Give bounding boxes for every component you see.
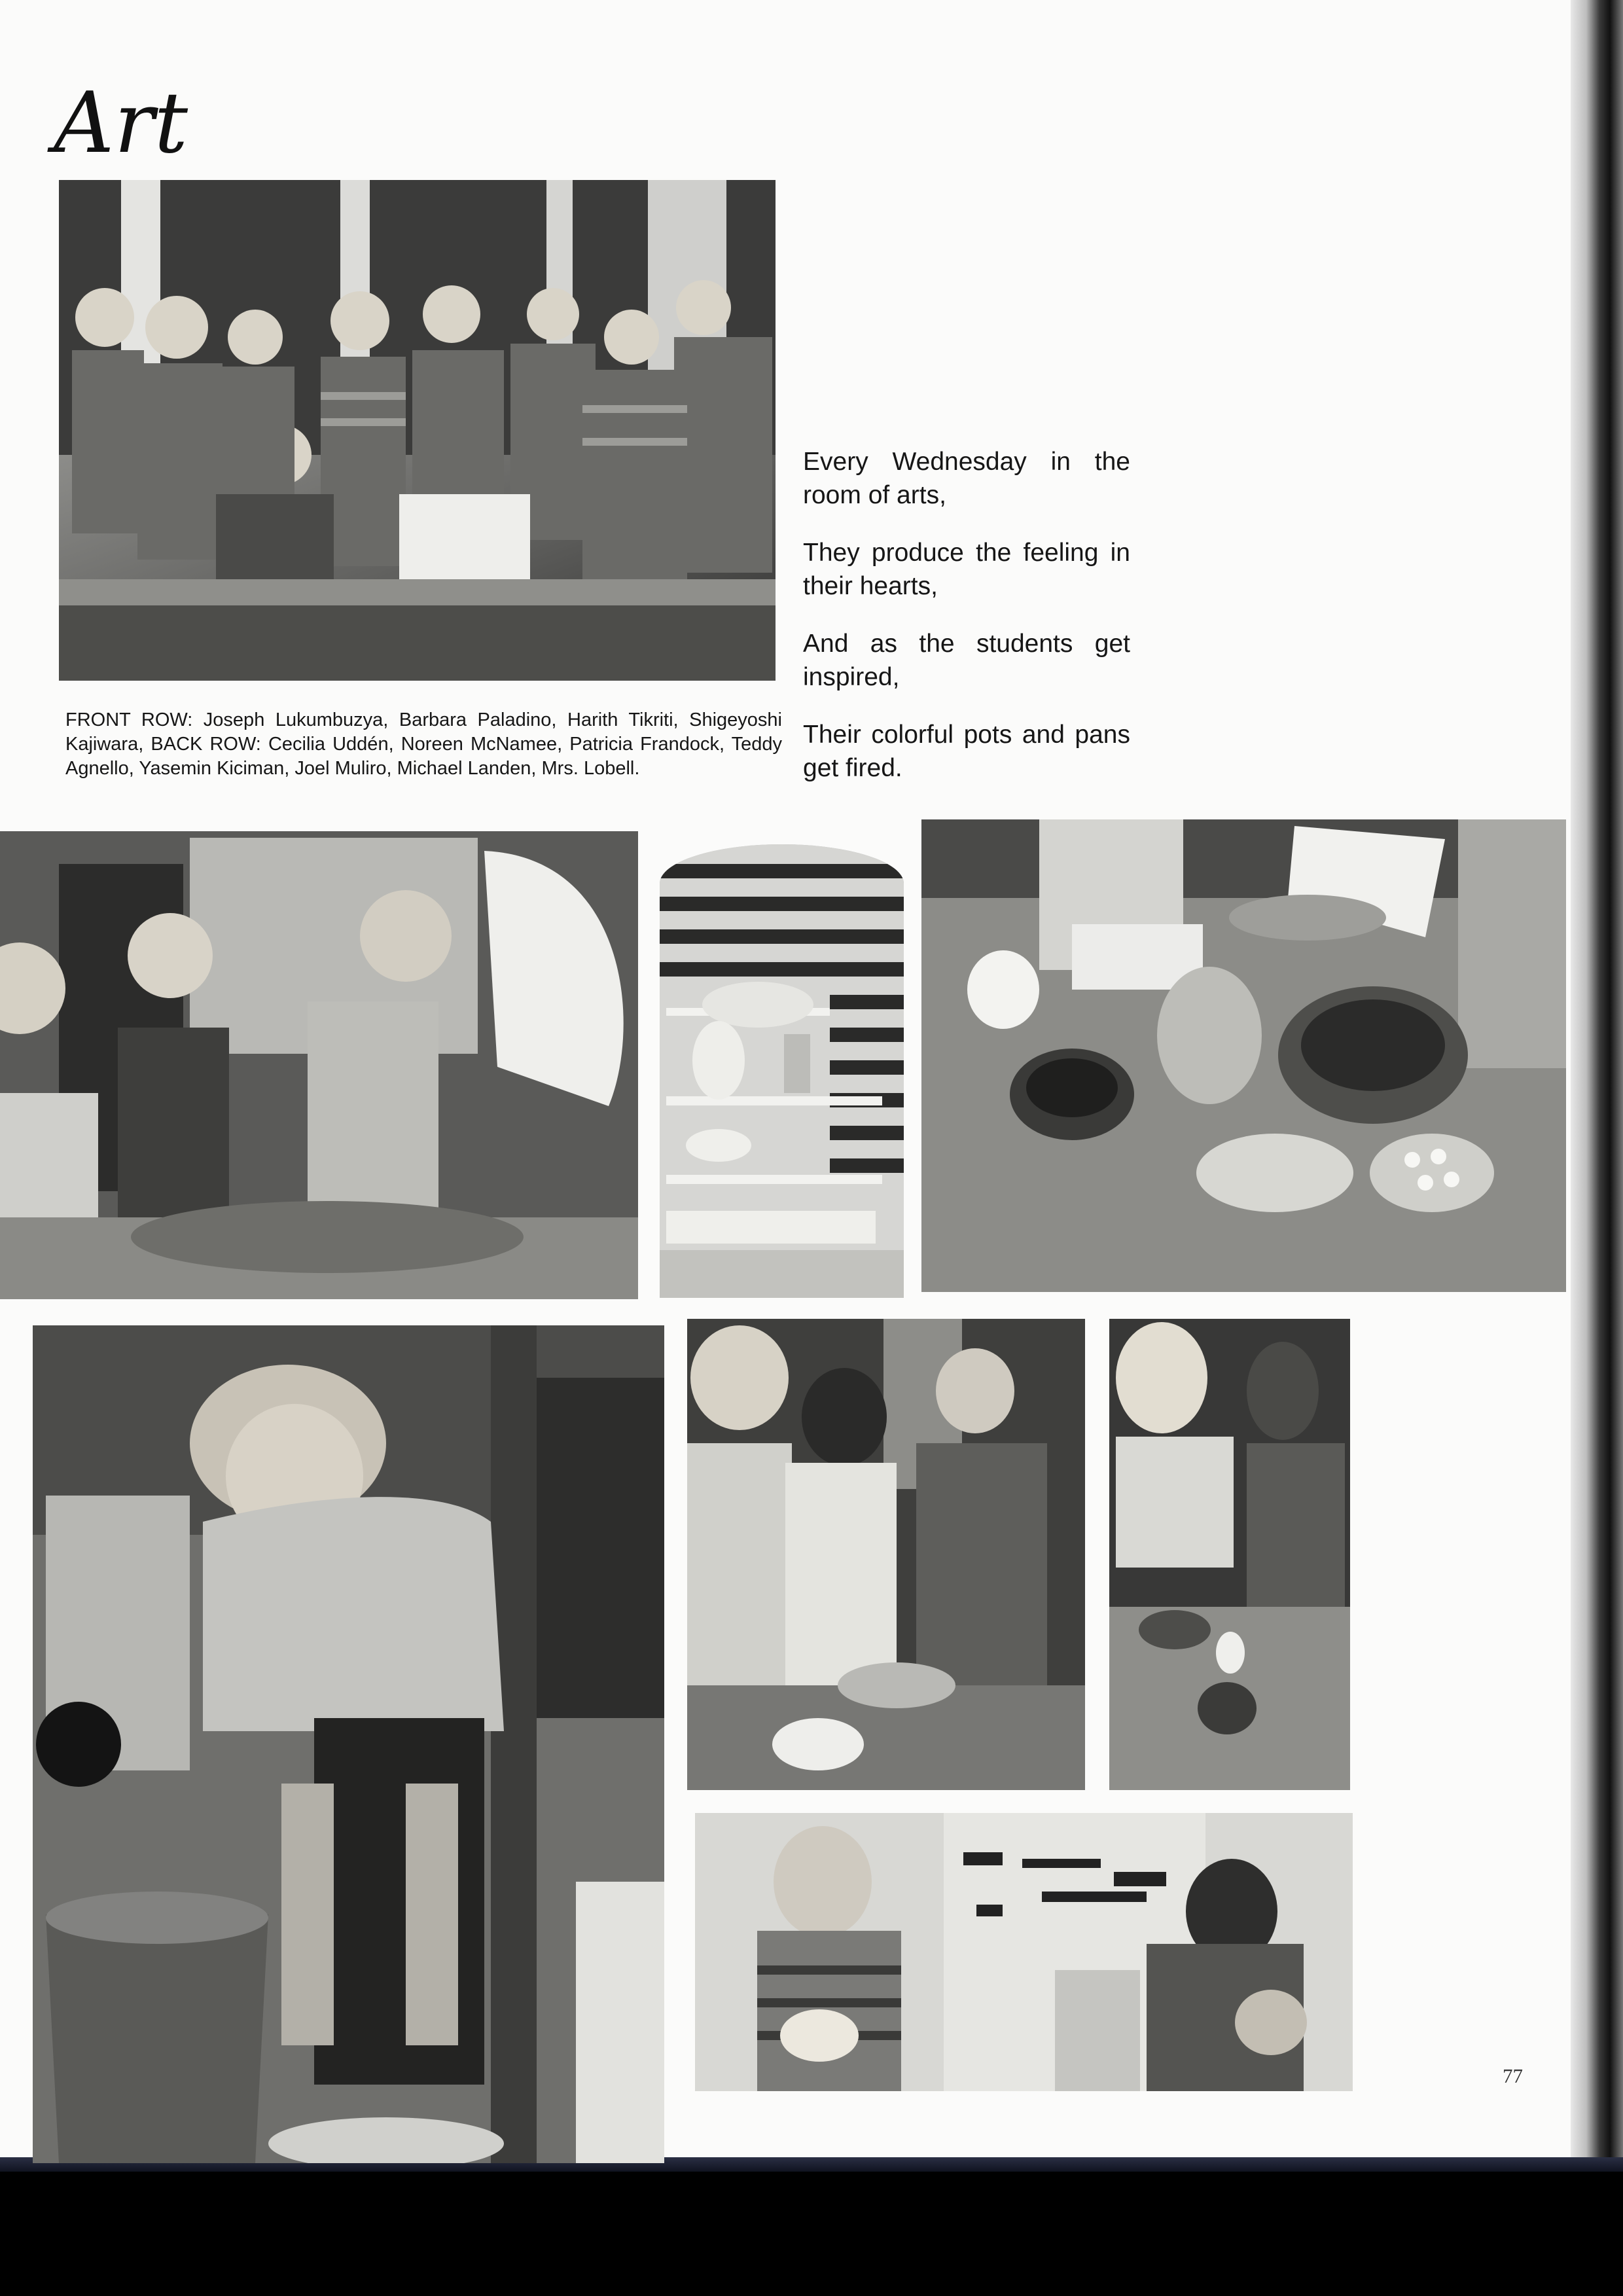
poem-line: Every Wednesday in the room of arts,: [803, 448, 1130, 509]
boy-mixing-clay-photo: [33, 1325, 664, 2163]
poem-line: Their colorful pots and pans get fired.: [803, 721, 1130, 782]
poem: [803, 445, 1130, 809]
clay-figures-photo: [921, 819, 1566, 1292]
book-binding: [1571, 0, 1623, 2166]
poem-line: And as the students get inspired,: [803, 630, 1130, 691]
group-photo: [59, 180, 776, 681]
group-photo-caption: FRONT ROW: Joseph Lukumbuzya, Barbara Paladino, Harith Tikriti, Shigeyoshi Kajiwara, BACK ROW: Cecilia Uddén, Noreen McNamee, Patricia Frandock, Teddy Agnello, Yasemin Kiciman, Joel Muliro, Michael Landen, Mrs. Lobell.: [65, 709, 782, 779]
kiln-shelves-photo: [660, 844, 904, 1298]
page-title: Art: [54, 75, 188, 172]
students-worktable-photo: [687, 1319, 1085, 1790]
kneading-clay-photo: [0, 831, 638, 1299]
poem-line: They produce the feeling in their hearts,: [803, 539, 1130, 600]
kneading-table-photo: [695, 1813, 1353, 2091]
page-number: 77: [1503, 2064, 1523, 2087]
coil-pots-photo: [1109, 1319, 1350, 1790]
